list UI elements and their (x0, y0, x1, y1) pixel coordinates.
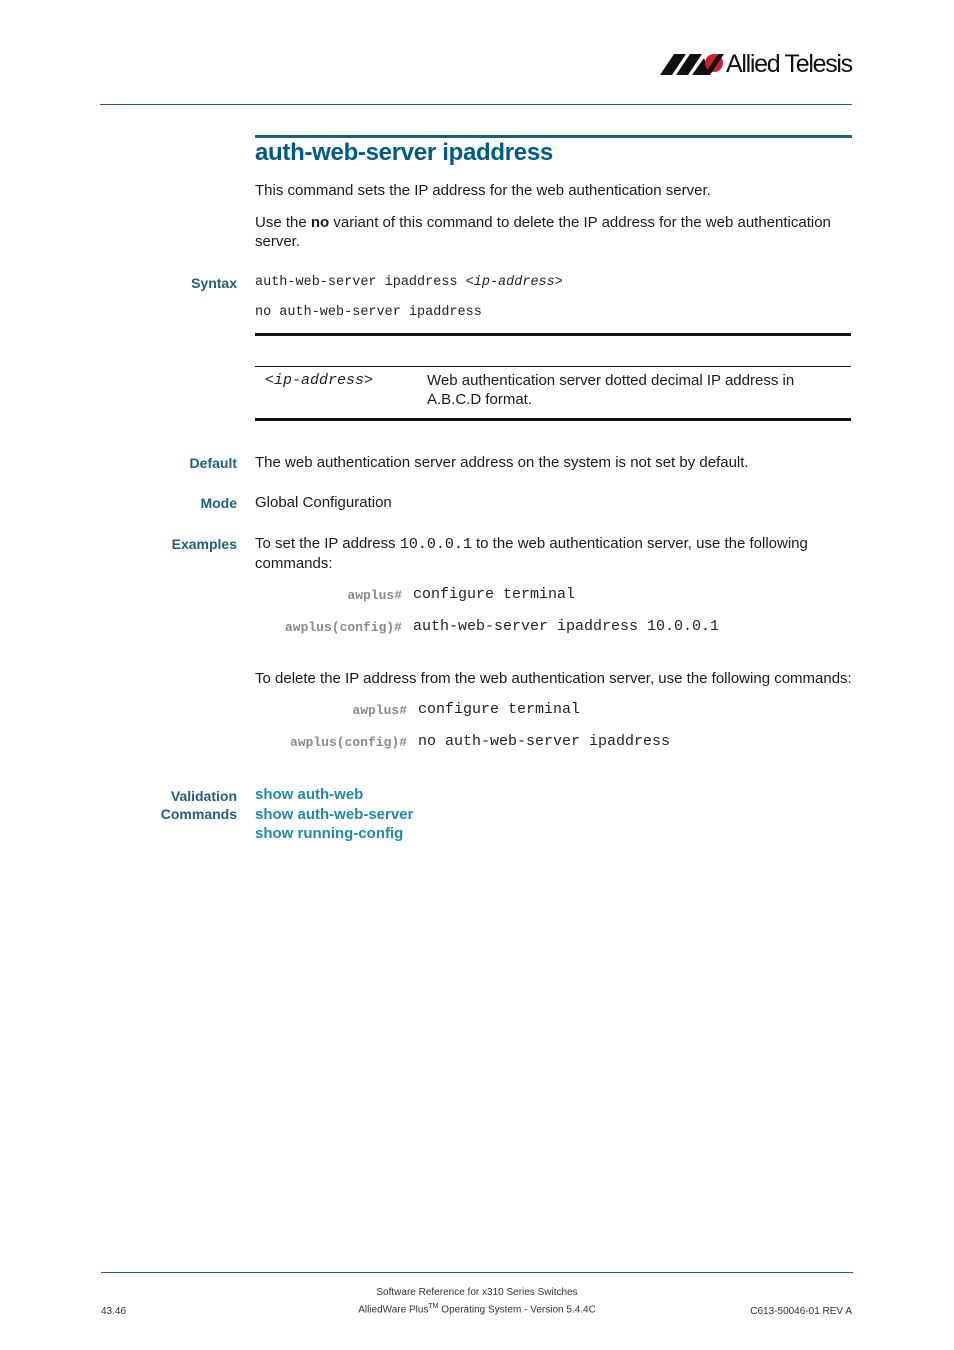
link-show-auth-web[interactable]: show auth-web (255, 786, 364, 803)
param-suffix: > (364, 372, 374, 389)
example-2-prompt-1: awplus# (352, 703, 407, 718)
header-divider (100, 104, 852, 105)
link-show-auth-web-server[interactable]: show auth-web-server (255, 805, 414, 823)
example-2-command-1: configure terminal (418, 701, 581, 718)
mode-label: Mode (200, 495, 237, 511)
table-bottom-rule (255, 418, 851, 421)
syntax-line-2: no auth-web-server ipaddress (255, 305, 482, 320)
table-top-rule (255, 333, 851, 336)
examples-intro (255, 534, 851, 573)
examples-intro-suffix: to the web authentication server, use the following commands: (255, 535, 808, 572)
param-name-cell (265, 372, 373, 389)
page-title: auth-web-server ipaddress (255, 139, 553, 166)
table-header-rule (255, 366, 851, 367)
validation-label-line-1: Validation (170, 788, 237, 804)
footer-page-number: 43.46 (101, 1306, 127, 1317)
brand-name: Allied Telesis (726, 50, 852, 78)
link-show-running-config[interactable]: show running-config (255, 825, 404, 842)
examples-intro-2: To delete the IP address from the web authentication server, use the following commands: (255, 670, 852, 687)
intro-p2-keyword: no (310, 214, 330, 231)
syntax-line-1 (255, 275, 563, 290)
param-name: ip-address (274, 372, 365, 389)
footer-doc-id: C613-50046-01 REV A (750, 1306, 852, 1317)
example-1-prompt-1: awplus# (347, 588, 402, 603)
footer-version: Operating System - Version 5.4.4C (438, 1304, 596, 1316)
example-2-prompt-2: awplus(config)# (289, 735, 407, 750)
example-1-command-1: configure terminal (413, 586, 576, 603)
footer-product: AlliedWare Plus (358, 1304, 429, 1316)
validation-label (87, 787, 237, 823)
syntax-label: Syntax (191, 275, 237, 291)
examples-label: Examples (171, 536, 237, 552)
intro-p2-prefix: Use the (255, 214, 311, 231)
footer-doc-title: Software Reference for x310 Series Switches (376, 1287, 578, 1298)
syntax-param: ip-address (473, 275, 555, 290)
syntax-line-1-prefix: auth-web-server ipaddress < (255, 275, 474, 290)
footer-trademark: TM (428, 1303, 439, 1310)
logo-mark-icon (660, 52, 724, 76)
syntax-line-1-suffix: > (554, 275, 563, 290)
validation-links (255, 785, 413, 844)
intro-paragraph-2 (255, 213, 851, 251)
validation-label-line-2: Commands (160, 806, 237, 822)
example-2-command-2: no auth-web-server ipaddress (418, 733, 671, 750)
mode-text: Global Configuration (255, 494, 392, 511)
example-1-command-2: auth-web-server ipaddress 10.0.0.1 (413, 618, 720, 635)
footer-divider (101, 1272, 853, 1273)
allied-telesis-logo (660, 50, 855, 80)
example-1-prompt-2: awplus(config)# (284, 620, 402, 635)
examples-intro-prefix: To set the IP address (255, 535, 400, 552)
default-label: Default (189, 455, 237, 471)
param-description-cell: Web authentication server dotted decimal IP address in A.B.C.D format. (427, 372, 795, 408)
default-text: The web authentication server address on the system is not set by default. (255, 454, 749, 471)
param-prefix: < (265, 372, 275, 389)
examples-ip-code: 10.0.0.1 (399, 536, 472, 553)
intro-p2-suffix: variant of this command to delete the IP address for the web authentication server. (255, 214, 831, 250)
intro-paragraph-1: This command sets the IP address for the web authentication server. (255, 182, 711, 199)
title-rule (255, 135, 852, 138)
